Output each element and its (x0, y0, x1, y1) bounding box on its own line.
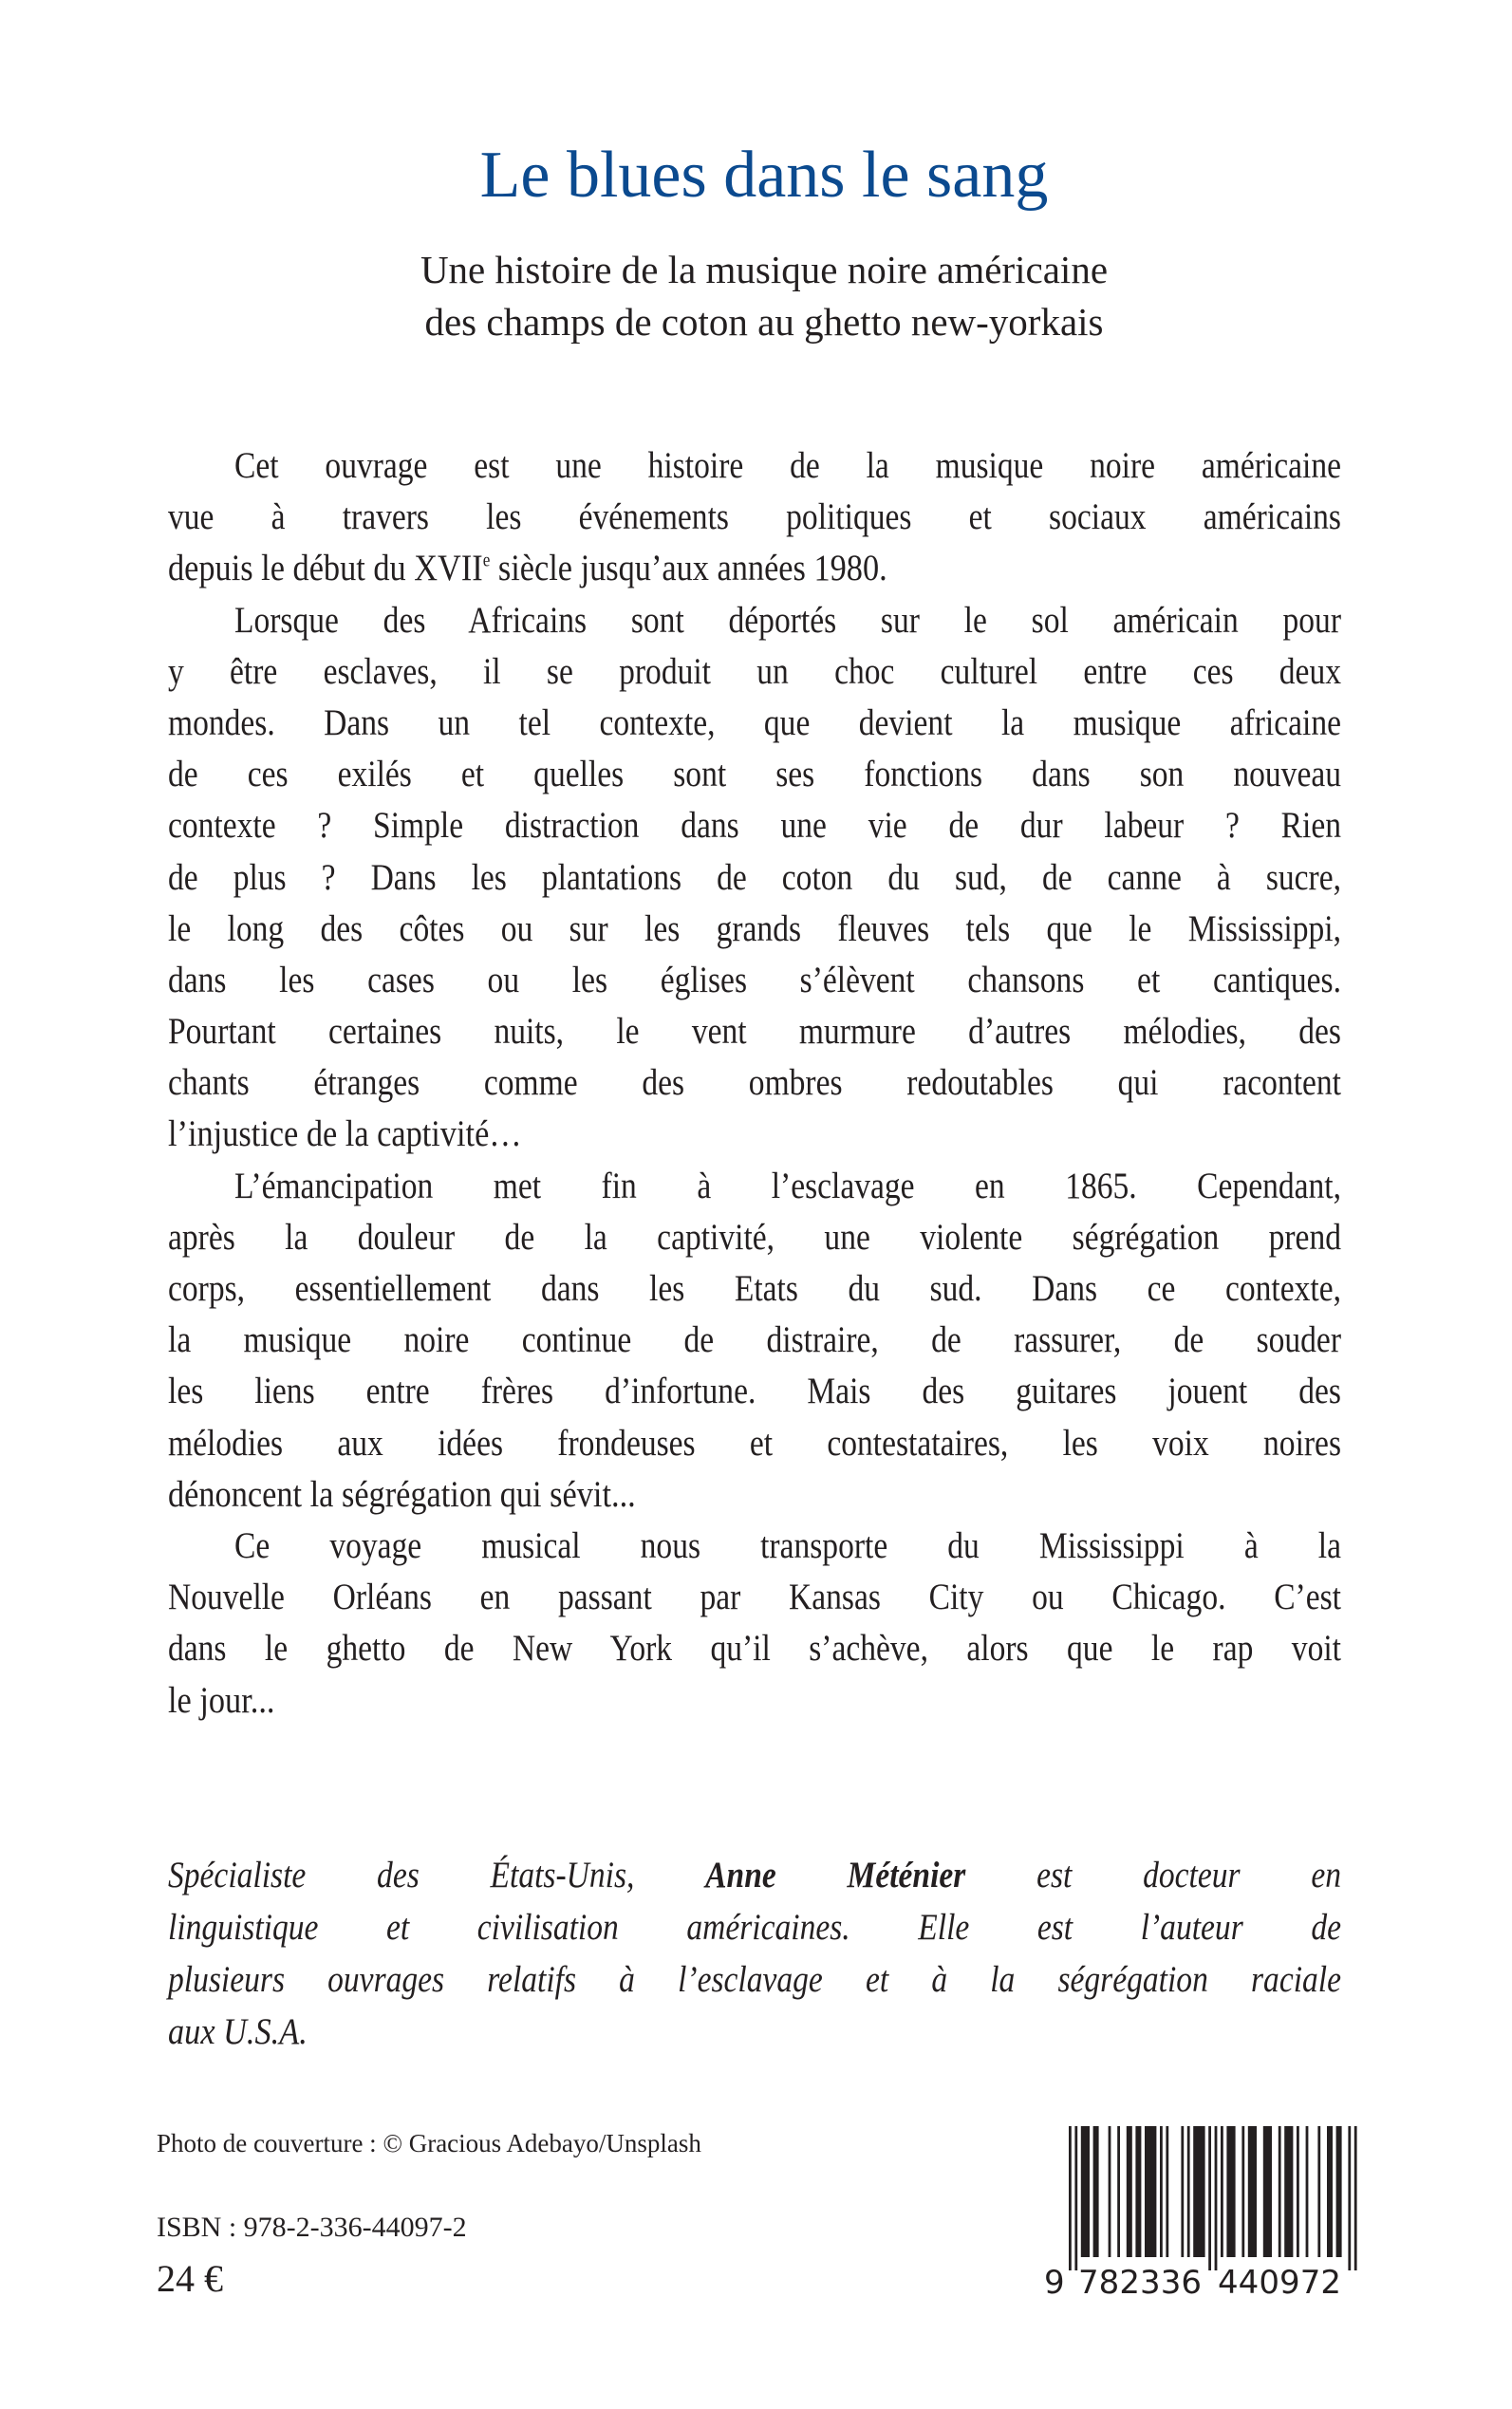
subtitle-line: des champs de coton au ghetto new-yorkais (424, 300, 1104, 344)
barcode-digits-right: 440972 (1218, 2264, 1341, 2297)
barcode-bar (1327, 2126, 1333, 2257)
paragraph-line: l’injustice de la captivité… (168, 1113, 522, 1155)
barcode-bar (1093, 2126, 1099, 2257)
paragraph-line: mondes. Dans un tel contexte, que devient la musique africaine (168, 701, 1341, 743)
barcode-bar (1284, 2126, 1293, 2257)
photo-credit: Photo de couverture : © Gracious Adebayo/Unsplash (157, 2129, 701, 2157)
barcode-bar (1193, 2126, 1204, 2257)
barcode-guard-bar (1069, 2126, 1072, 2270)
barcode-guard-bar (1074, 2126, 1077, 2270)
barcode-bar (1263, 2126, 1272, 2257)
barcode-bar (1145, 2126, 1156, 2257)
barcode-bar (1117, 2126, 1120, 2257)
barcode-bar (1297, 2126, 1299, 2257)
bio-line (168, 1849, 1341, 1901)
paragraph-line: les liens entre frères d’infortune. Mais des guitares jouent des (168, 1371, 1341, 1412)
paragraph-first-line: Lorsque des Africains sont déportés sur le sol américain pour (234, 599, 1341, 641)
bio-intro: Spécialiste des États-Unis, (168, 1855, 635, 1895)
paragraph-line: corps, essentiellement dans les Etats du sud. Dans ce contexte, (168, 1268, 1341, 1309)
bio-continuation: est docteur en (1036, 1855, 1342, 1895)
isbn: ISBN : 978-2-336-44097-2 (157, 2212, 467, 2243)
barcode-bar (1241, 2126, 1244, 2257)
barcode-guard-bar (1215, 2126, 1218, 2270)
paragraph-line: depuis le début du XVIIe siècle jusqu’aux années 1980. (168, 548, 887, 589)
book-title: Le blues dans le sang (479, 139, 1049, 212)
paragraph-line: chants étranges comme des ombres redoutables qui racontent (168, 1062, 1341, 1104)
barcode-bar (1135, 2126, 1141, 2257)
blurb-text (168, 440, 1341, 1727)
author-bio (168, 1849, 1341, 2058)
barcode-bar (1248, 2126, 1257, 2257)
bio-line: linguistique et civilisation américaines. Elle est l’auteur de (168, 1907, 1341, 1948)
paragraph-line: le long des côtes ou sur les grands fleuves tels que le Mississippi, (168, 907, 1341, 949)
paragraph-line: contexte ? Simple distraction dans une vie de dur labeur ? Rien (168, 805, 1341, 847)
barcode-bar (1109, 2126, 1111, 2257)
paragraph-line: le jour... (168, 1679, 275, 1721)
paragraph-line: après la douleur de la captivité, une violente ségrégation prend (168, 1216, 1341, 1258)
barcode-digit-first: 9 (1044, 2264, 1065, 2297)
paragraph-first-line: Cet ouvrage est une histoire de la musique noire américaine (234, 445, 1341, 486)
bio-line: aux U.S.A. (168, 2011, 308, 2052)
paragraph-first-line: Ce voyage musical nous transporte du Mississippi à la (234, 1524, 1341, 1566)
barcode-bar (1160, 2126, 1163, 2257)
barcode-guard-bar (1208, 2126, 1211, 2270)
barcode-bars (1069, 2126, 1357, 2270)
barcode-bar (1317, 2126, 1320, 2257)
paragraph-line: la musique noire continue de distraire, de rassurer, de souder (168, 1319, 1341, 1361)
paragraph-line: Nouvelle Orléans en passant par Kansas City ou Chicago. C’est (168, 1577, 1341, 1618)
barcode-bar (1187, 2126, 1190, 2257)
paragraph-line: dénoncent la ségrégation qui sévit... (168, 1473, 636, 1515)
paragraph-line: mélodies aux idées frondeuses et contestataires, les voix noires (168, 1422, 1341, 1464)
ean13-barcode (1044, 2126, 1363, 2297)
paragraph-line: dans les cases ou les églises s’élèvent chansons et cantiques. (168, 959, 1341, 1000)
paragraph-first-line: L’émancipation met fin à l’esclavage en 1865. Cependant, (234, 1165, 1341, 1206)
barcode-graphic (1044, 2126, 1363, 2297)
barcode-bar (1279, 2126, 1281, 2257)
ordinal-superscript: e (482, 551, 491, 571)
paragraph-line: vue à travers les événements politiques et sociaux américains (168, 496, 1341, 538)
barcode-bar (1081, 2126, 1090, 2257)
barcode-bar (1226, 2126, 1235, 2257)
barcode-bar (1127, 2126, 1132, 2257)
barcode-guard-bar (1354, 2126, 1357, 2270)
author-name: Anne Méténier (705, 1855, 966, 1895)
subtitle-line: Une histoire de la musique noire américaine (420, 248, 1109, 291)
book-subtitle (0, 244, 1512, 348)
paragraph-line: de plus ? Dans les plantations de coton du sud, de canne à sucre, (168, 856, 1341, 898)
barcode-bar (1181, 2126, 1184, 2257)
paragraph-line: Pourtant certaines nuits, le vent murmure d’autres mélodies, des (168, 1011, 1341, 1053)
barcode-bar (1336, 2126, 1342, 2257)
barcode-bar (1306, 2126, 1309, 2257)
barcode-bar (1221, 2126, 1223, 2257)
paragraph-line: de ces exilés et quelles sont ses fonctions dans son nouveau (168, 754, 1341, 795)
price: 24 € (157, 2257, 223, 2300)
barcode-digits-left: 782336 (1078, 2264, 1202, 2297)
paragraph-line: y être esclaves, il se produit un choc culturel entre ces deux (168, 650, 1341, 692)
barcode-guard-bar (1348, 2126, 1351, 2270)
bio-line: plusieurs ouvrages relatifs à l’esclavage et à la ségrégation raciale (168, 1959, 1341, 2000)
barcode-bar (1166, 2126, 1168, 2257)
paragraph-line: dans le ghetto de New York qu’il s’achève, alors que le rap voit (168, 1628, 1341, 1670)
